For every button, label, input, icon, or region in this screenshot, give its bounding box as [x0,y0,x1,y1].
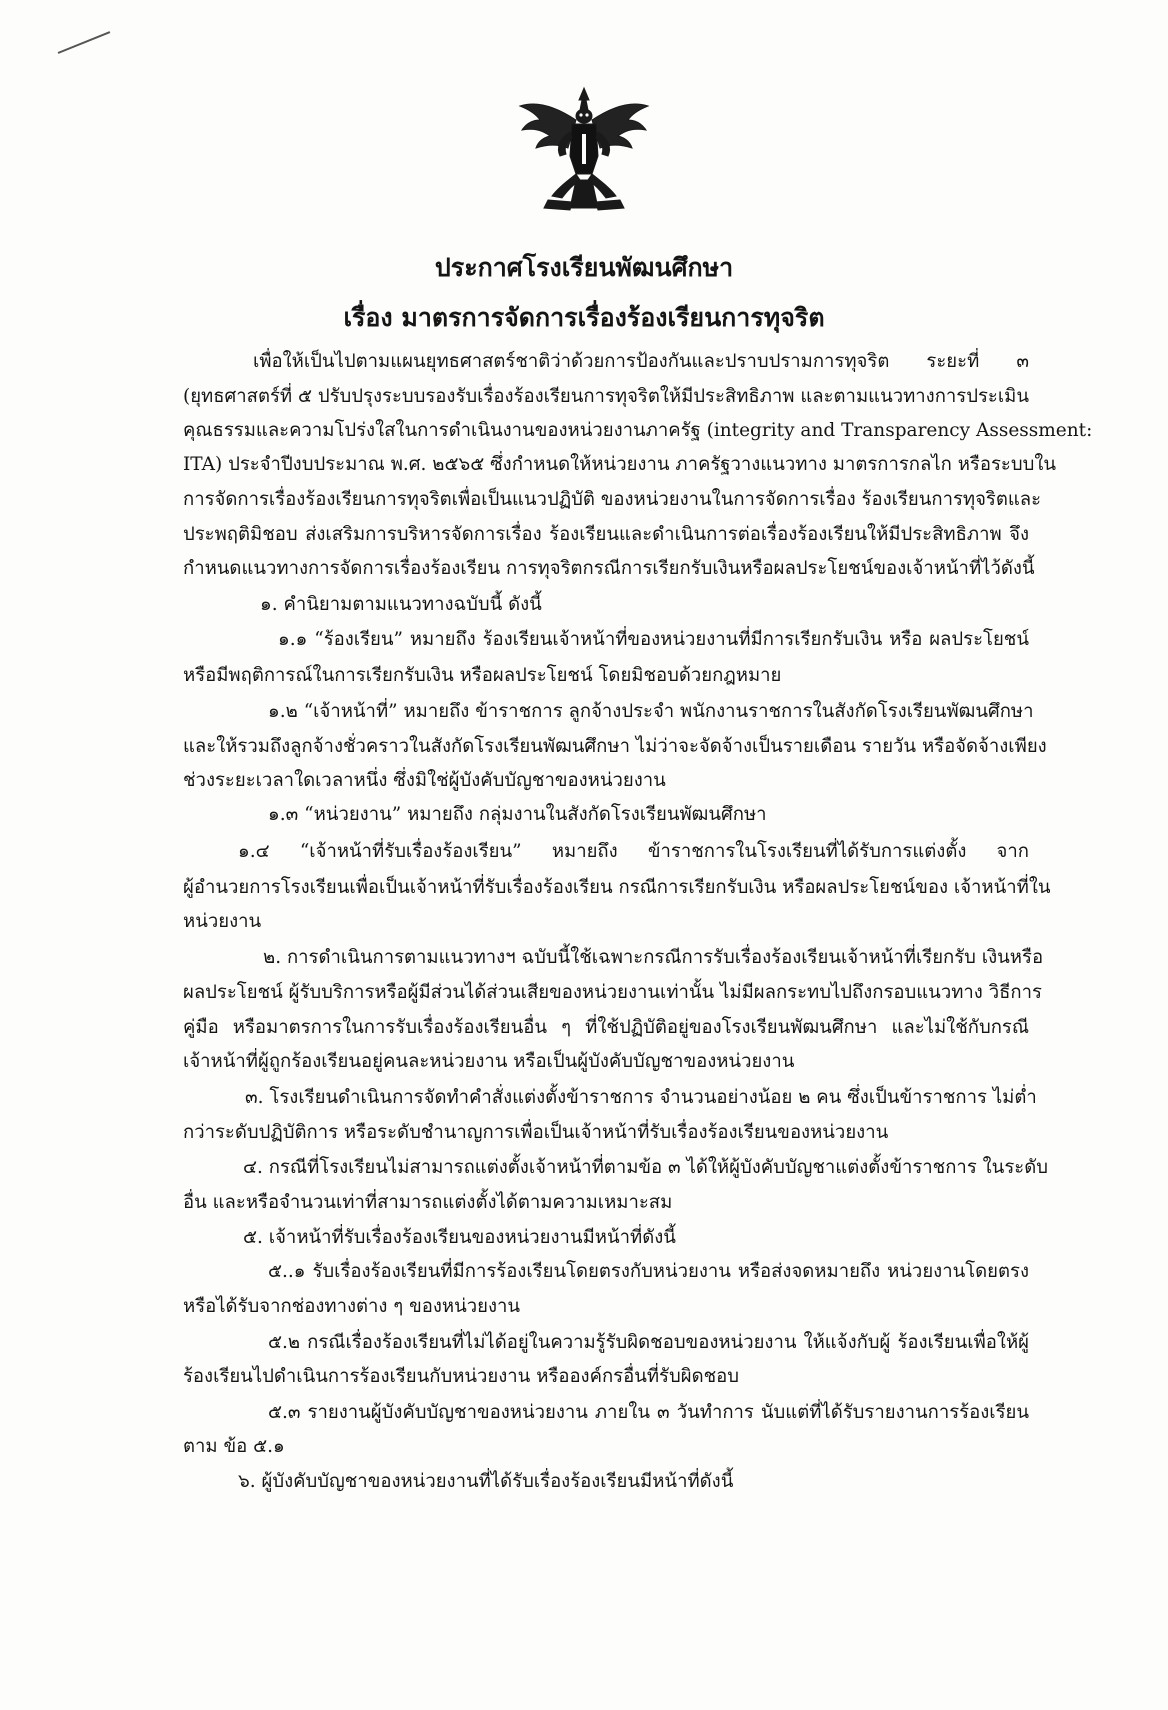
body-line: ITA) ประจำปีงบประมาณ พ.ศ. ๒๕๖๕ ซึ่งกำหนดให้หน่วยงาน ภาครัฐวางแนวทาง มาตรการกลไก หรือระบบใน [183,454,1057,475]
body-line: ช่วงระยะเวลาใดเวลาหนึ่ง ซึ่งมิใช่ผู้บังคับบัญชาของหน่วยงาน [183,770,666,791]
body-line: ๔. กรณีที่โรงเรียนไม่สามารถแต่งตั้งเจ้าหน้าที่ตามข้อ ๓ ได้ให้ผู้บังคับบัญชาแต่งตั้งข้าราชการ ในระดับ [243,1157,1048,1178]
body-line: ประพฤติมิชอบ ส่งเสริมการบริหารจัดการเรื่อง ร้องเรียนและดำเนินการต่อเรื่องร้องเรียนให้มีประสิทธิภาพ จึง [183,524,1029,545]
body-line: หรือได้รับจากช่องทางต่าง ๆ ของหน่วยงาน [183,1296,521,1317]
body-line: ๑.๓ “หน่วยงาน” หมายถึง กลุ่มงานในสังกัดโรงเรียนพัฒนศึกษา [268,804,767,825]
section-heading: ๖. ผู้บังคับบัญชาของหน่วยงานที่ได้รับเรื่องร้องเรียนมีหน้าที่ดังนี้ [238,1471,734,1492]
body-line: หรือมีพฤติการณ์ในการเรียกรับเงิน หรือผลประโยชน์ โดยมิชอบด้วยกฎหมาย [183,665,782,686]
body-line: ๕..๑ รับเรื่องร้องเรียนที่มีการร้องเรียนโดยตรงกับหน่วยงาน หรือส่งจดหมายถึง หน่วยงานโดยตรง [268,1261,1029,1282]
body-line: ตาม ข้อ ๕.๑ [183,1436,285,1457]
body-line: อื่น และหรือจำนวนเท่าที่สามารถแต่งตั้งได้ตามความเหมาะสม [183,1192,673,1213]
body-line: คุณธรรมและความโปร่งใสในการดำเนินงานของหน่วยงานภาครัฐ (integrity and Transparency Assessment: [183,420,1093,441]
garuda-emblem-icon [512,84,656,212]
section-heading: ๑. คำนิยามตามแนวทางฉบับนี้ ดังนี้ [260,594,542,615]
body-line: ผลประโยชน์ ผู้รับบริการหรือผู้มีส่วนได้ส่วนเสียของหน่วยงานเท่านั้น ไม่มีผลกระทบไปถึงกรอบแนวทาง วิธีการ [183,982,1042,1003]
body-line: ผู้อำนวยการโรงเรียนเพื่อเป็นเจ้าหน้าที่รับเรื่องร้องเรียน กรณีการเรียกรับเงิน หรือผลประโยชน์ของ เจ้าหน้าที่ใน [183,877,1051,898]
body-line: และให้รวมถึงลูกจ้างชั่วคราวในสังกัดโรงเรียนพัฒนศึกษา ไม่ว่าจะจัดจ้างเป็นรายเดือน รายวัน หรือจัดจ้างเพียง [183,736,1047,757]
body-line: การจัดการเรื่องร้องเรียนการทุจริตเพื่อเป็นแนวปฏิบัติ ของหน่วยงานในการจัดการเรื่อง ร้องเรียนการทุจริตและ [183,489,1042,510]
body-line: คู่มือ หรือมาตรการในการรับเรื่องร้องเรียนอื่น ๆ ที่ใช้ปฏิบัติอยู่ของโรงเรียนพัฒนศึกษา และไม่ใช้กับกรณี [183,1017,1029,1038]
document-title: ประกาศโรงเรียนพัฒนศึกษา [434,253,734,282]
body-line: ๕.๒ กรณีเรื่องร้องเรียนที่ไม่ได้อยู่ในความรู้รับผิดชอบของหน่วยงาน ให้แจ้งกับผู้ ร้องเรียนเพื่อให้ผู้ [268,1332,1029,1353]
body-line: ร้องเรียนไปดำเนินการร้องเรียนกับหน่วยงาน หรือองค์กรอื่นที่รับผิดชอบ [183,1366,740,1387]
body-line: ๑.๒ “เจ้าหน้าที่” หมายถึง ข้าราชการ ลูกจ้างประจำ พนักงานราชการในสังกัดโรงเรียนพัฒนศึกษา [268,701,1034,722]
body-line: กว่าระดับปฏิบัติการ หรือระดับชำนาญการเพื่อเป็นเจ้าหน้าที่รับเรื่องร้องเรียนของหน่วยงาน [183,1122,889,1143]
body-line: กำหนดแนวทางการจัดการเรื่องร้องเรียน การทุจริตกรณีการเรียกรับเงินหรือผลประโยชน์ของเจ้าหน้าที่ไว้ดังนี้ [183,558,1035,579]
body-line: ๕.๓ รายงานผู้บังคับบัญชาของหน่วยงาน ภายใน ๓ วันทำการ นับแต่ที่ได้รับรายงานการร้องเรียน [268,1402,1029,1423]
body-line: (ยุทธศาสตร์ที่ ๕ ปรับปรุงระบบรองรับเรื่องร้องเรียนการทุจริตให้มีประสิทธิภาพ และตามแนวทางการประเมิน [183,386,1030,407]
pen-stroke-mark [58,31,111,54]
body-line: เจ้าหน้าที่ผู้ถูกร้องเรียนอยู่คนละหน่วยงาน หรือเป็นผู้บังคับบัญชาของหน่วยงาน [183,1051,795,1072]
body-line: ๓. โรงเรียนดำเนินการจัดทำคำสั่งแต่งตั้งข้าราชการ จำนวนอย่างน้อย ๒ คน ซึ่งเป็นข้าราชการ ไม่ต่ำ [245,1087,1037,1108]
body-line: ๒. การดำเนินการตามแนวทางฯ ฉบับนี้ใช้เฉพาะกรณีการรับเรื่องร้องเรียนเจ้าหน้าที่เรียกรับ เงินหรือ [263,947,1044,968]
body-line: หน่วยงาน [183,911,262,932]
body-line: ๑.๑ “ร้องเรียน” หมายถึง ร้องเรียนเจ้าหน้าที่ของหน่วยงานที่มีการเรียกรับเงิน หรือ ผลประโยชน์ [278,629,1029,650]
body-line: เพื่อให้เป็นไปตามแผนยุทธศาสตร์ชาติว่าด้วยการป้องกันและปราบปรามการทุจริต ระยะที่ ๓ [253,351,1029,372]
section-heading: ๕. เจ้าหน้าที่รับเรื่องร้องเรียนของหน่วยงานมีหน้าที่ดังนี้ [243,1227,676,1248]
body-line: ๑.๔ “เจ้าหน้าที่รับเรื่องร้องเรียน” หมายถึง ข้าราชการในโรงเรียนที่ได้รับการแต่งตั้ง จาก [238,841,1029,862]
document-subject: เรื่อง มาตรการจัดการเรื่องร้องเรียนการทุจริต [343,303,825,332]
